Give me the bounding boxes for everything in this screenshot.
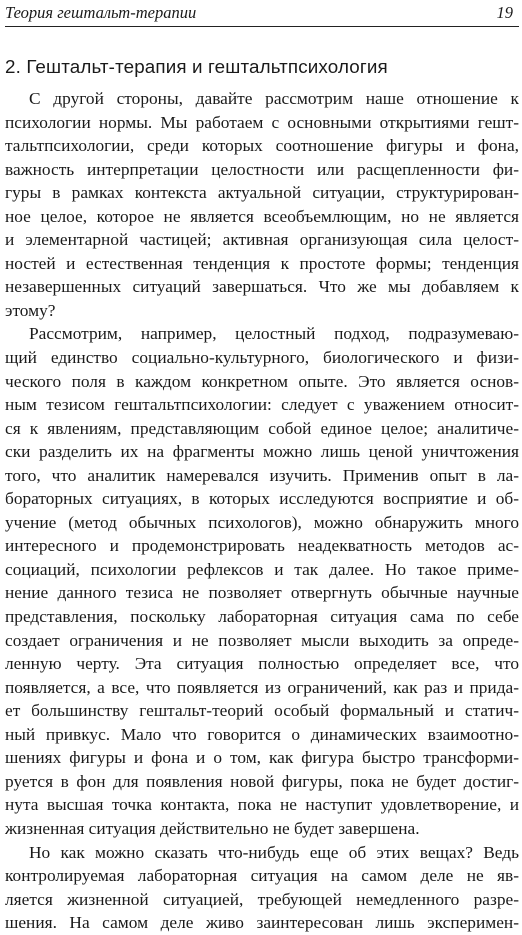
text-line: нение данного тезиса не позволяет отвергнуть обычные научные: [5, 583, 519, 603]
paragraph: [5, 322, 519, 840]
text-line: незавершенных ситуаций завершаться. Что же мы добавляем к: [5, 277, 519, 297]
section-title: 2. Гештальт-терапия и гештальтпсихология: [5, 56, 388, 77]
text-line: гуры в рамках контекста актуальной ситуации, структурирован-: [5, 183, 519, 203]
text-line: шениях фигуры и фона и о том, как фигура быстро трансформи-: [5, 748, 519, 768]
body-text: [5, 87, 519, 935]
text-line: ленную черту. Эта ситуация полностью определяет все, что: [5, 654, 519, 674]
paragraph: [5, 87, 519, 322]
text-line: тальтпсихологии, среди которых соотношение фигуры и фона,: [5, 136, 519, 156]
text-line: интересного и продемонстрировать неадекватность методов ас-: [5, 536, 519, 556]
running-title: Теория гештальт-терапии: [5, 3, 197, 22]
text-line: того, что аналитик намеревался изучить. Применив опыт в ла-: [5, 465, 519, 485]
text-line: создает ограничения и не позволяет мысли выходить за опреде-: [5, 630, 519, 650]
text-line: контролируемая лабораторная ситуация на самом деле не яв-: [5, 866, 519, 886]
text-line: представления, поскольку лабораторная ситуация сама по себе: [5, 607, 519, 627]
running-header: [5, 0, 519, 27]
text-line: щий единство социально-культурного, биологического и физи-: [5, 348, 519, 368]
text-line: ческого поля в каждом конкретном опыте. Это является основ-: [5, 371, 519, 391]
text-line: этому?: [5, 300, 56, 320]
text-line: жизненная ситуация действительно не будет завершена.: [5, 818, 420, 838]
text-line: Но как можно сказать что-нибудь еще об этих вещах? Ведь: [29, 842, 519, 862]
text-line: Рассмотрим, например, целостный подход, подразумеваю-: [29, 324, 519, 344]
text-line: ностей и естественная тенденция к простоте формы; тенденция: [5, 253, 519, 273]
text-line: С другой стороны, давайте рассмотрим наше отношение к: [29, 89, 519, 108]
text-line: ет большинству гештальт-теорий особый формальный и статич-: [5, 701, 519, 721]
text-line: ный привкус. Мало что говорится о динамических взаимоотно-: [5, 724, 519, 744]
text-line: шения. На самом деле живо заинтересован лишь эксперимен-: [5, 913, 519, 933]
text-line: ное целое, которое не является всеобъемлющим, но не является: [5, 206, 519, 226]
text-line: и элементарной частицей; активная организующая сила целост-: [5, 230, 519, 250]
text-line: нута высшая точка контакта, пока не наступит удовлетворение, и: [5, 795, 519, 815]
text-line: учение (метод обычных психологов), можно обнаружить много: [5, 512, 519, 532]
text-line: ся к явлениям, представляющим собой единое целое; аналитиче-: [5, 418, 519, 438]
text-line: ляется жизненной ситуацией, требующей немедленного разре-: [5, 889, 519, 909]
text-line: бораторных ситуациях, в которых исследуются восприятие и об-: [5, 489, 519, 509]
page-number: 19: [496, 3, 513, 22]
text-line: социаций, психологии рефлексов и так далее. Но такое приме-: [5, 559, 519, 579]
text-line: важность интерпретации целостности или расщепленности фи-: [5, 159, 519, 179]
text-line: психологии нормы. Мы работаем с основными открытиями гешт-: [5, 112, 519, 132]
text-line: появляется, а все, что появляется из ограничений, как раз и прида-: [5, 677, 519, 697]
paragraph: [5, 841, 519, 935]
text-line: ски разделить их на фрагменты можно лишь ценой уничтожения: [5, 442, 519, 462]
text-line: ным тезисом гештальтпсихологии: следует с уважением относит-: [5, 395, 519, 415]
text-line: руется в фон для появления новой фигуры, пока не будет достиг-: [5, 771, 519, 791]
